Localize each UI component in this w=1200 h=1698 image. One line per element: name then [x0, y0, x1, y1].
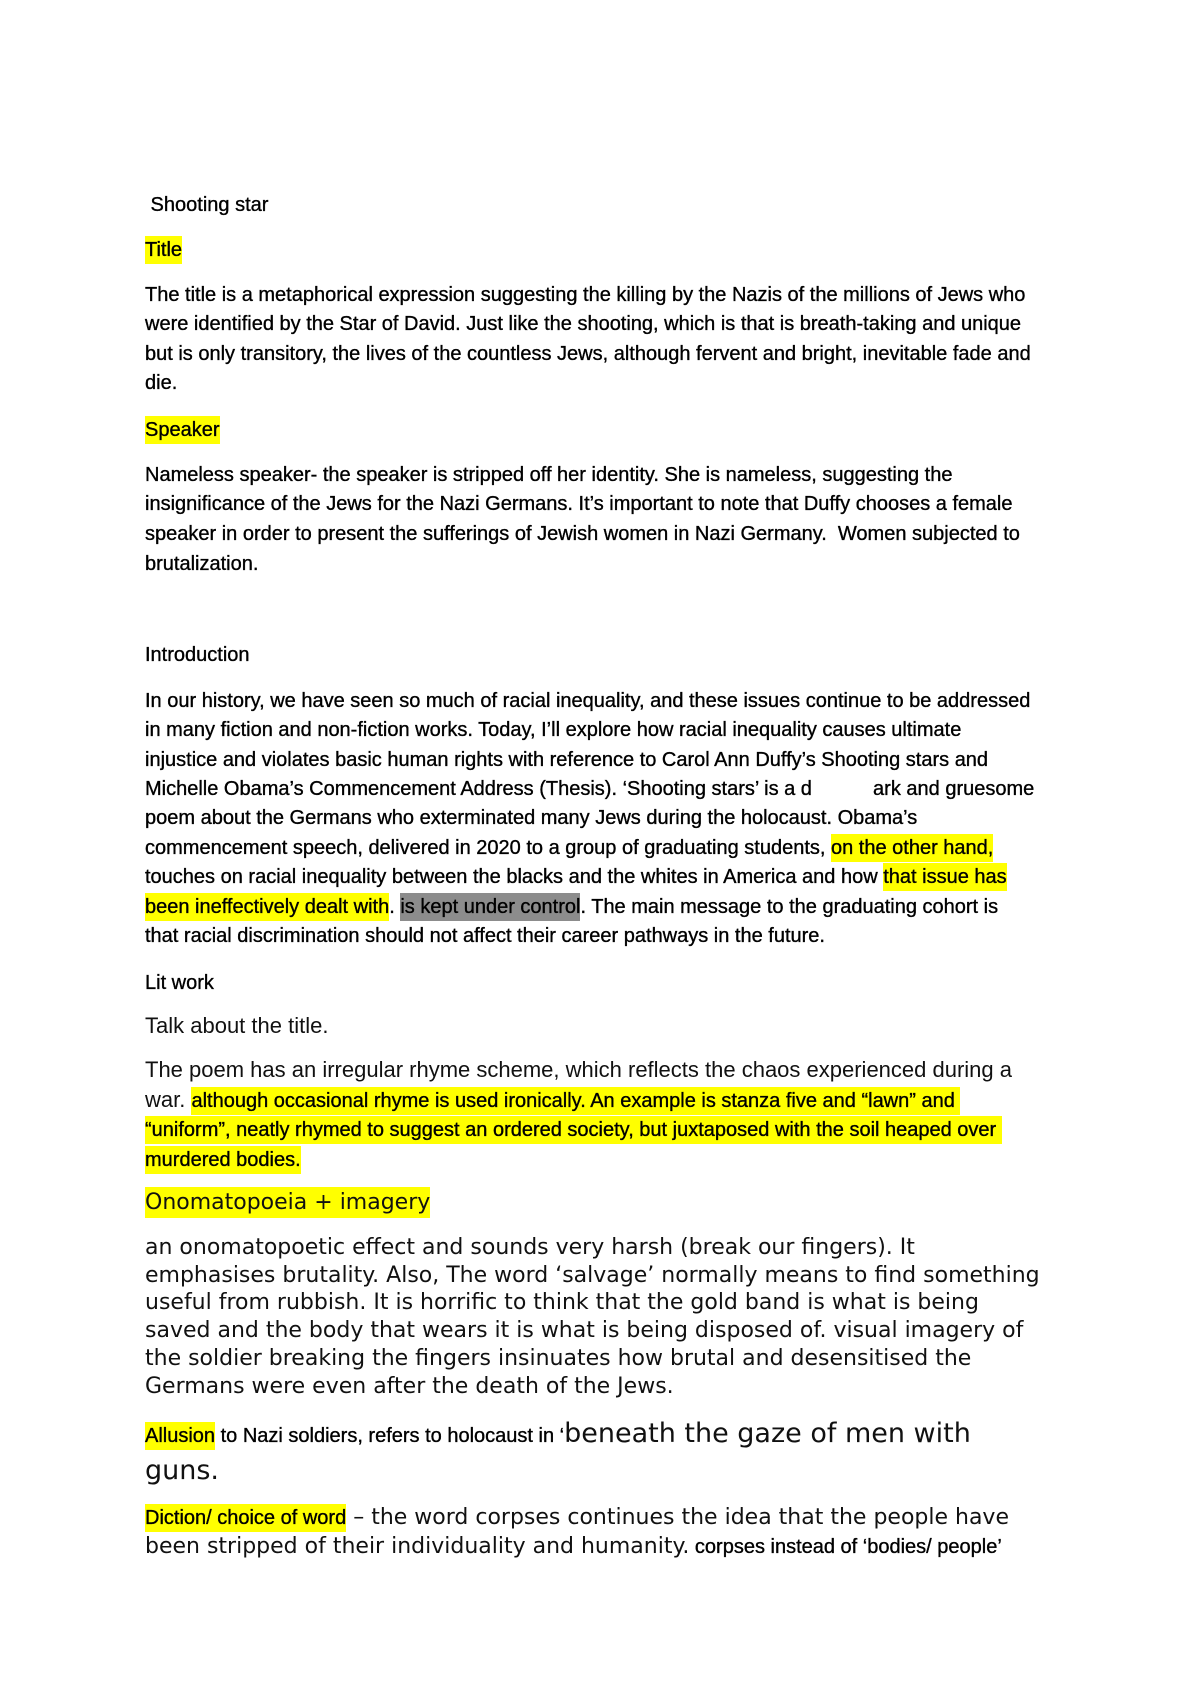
onomatopoeia-heading: Onomatopoeia + imagery [145, 1187, 430, 1218]
onomatopoeia-paragraph-line: Germans were even after the death of the Jews. [145, 1374, 674, 1399]
introduction-heading: Introduction [145, 644, 250, 666]
introduction-paragraph-line: in many fiction and non-fiction works. Today, I’ll explore how racial inequality causes ultimate [145, 719, 962, 741]
diction-label: Diction/ choice of word [145, 1504, 346, 1532]
onomatopoeia-heading-line [145, 1188, 430, 1218]
plain-text: . [389, 896, 401, 918]
speaker-paragraph-line: brutalization. [145, 553, 259, 575]
allusion-quote-continuation: guns. [145, 1455, 220, 1486]
allusion-label: Allusion [145, 1422, 215, 1450]
allusion-text: to Nazi soldiers, refers to holocaust in ‘ [215, 1425, 565, 1447]
introduction-paragraph-line [145, 833, 993, 863]
introduction-paragraph-line: poem about the Germans who exterminated many Jews during the holocaust. Obama’s [145, 807, 918, 829]
onomatopoeia-paragraph-line: saved and the body that wears it is what is being disposed of. visual imagery of [145, 1318, 1024, 1343]
yellow-highlighted-text: murdered bodies. [145, 1146, 301, 1174]
yellow-highlighted-text: been ineffectively dealt with [145, 893, 389, 921]
plain-text: . The main message to the graduating cohort is [580, 896, 999, 918]
document-heading: Shooting star [145, 194, 269, 216]
speaker-paragraph-line: insignificance of the Jews for the Nazi Germans. It’s important to note that Duffy chooses a female [145, 493, 1013, 515]
title-section-label: Title [145, 236, 182, 264]
plain-text: touches on racial inequality between the blacks and the whites in America and how [145, 866, 884, 888]
title-paragraph-line: were identified by the Star of David. Just like the shooting, which is that is breath-taking and unique [145, 313, 1022, 335]
onomatopoeia-paragraph-line: the soldier breaking the fingers insinuates how brutal and desensitised the [145, 1346, 972, 1371]
allusion-line [145, 1414, 971, 1454]
allusion-quote: beneath the gaze of men with [564, 1418, 971, 1449]
introduction-paragraph-line: injustice and violates basic human rights with reference to Carol Ann Duffy’s Shooting stars and [145, 749, 989, 771]
introduction-paragraph-line: Michelle Obama’s Commencement Address (Thesis). ‘Shooting stars’ is a d ark and gruesome [145, 778, 1035, 800]
onomatopoeia-paragraph-line: emphasises brutality. Also, The word ‘salvage’ normally means to find something [145, 1263, 1040, 1288]
plain-text: war. [145, 1087, 192, 1112]
rhyme-paragraph-line [145, 1085, 960, 1115]
title-paragraph-line: die. [145, 372, 178, 394]
yellow-highlighted-text: on the other hand, [831, 834, 993, 862]
speaker-section-label: Speaker [145, 416, 220, 444]
rhyme-paragraph-line [145, 1144, 301, 1174]
plain-text: commencement speech, delivered in 2020 to a group of graduating students, [145, 837, 831, 859]
title-section-label-line [145, 235, 182, 265]
diction-note: corpses instead of ‘bodies/ people’ [689, 1536, 1002, 1558]
onomatopoeia-paragraph-line: an onomatopoetic effect and sounds very harsh (break our fingers). It [145, 1235, 915, 1260]
lit-work-prompt: Talk about the title. [145, 1013, 329, 1038]
diction-text: – the word corpses continues the idea that the people have [346, 1505, 1009, 1530]
rhyme-paragraph-line [145, 1114, 1002, 1144]
title-paragraph-line: but is only transitory, the lives of the countless Jews, although fervent and bright, inevitable fade and [145, 343, 1031, 365]
title-paragraph-line: The title is a metaphorical expression suggesting the killing by the Nazis of the millions of Jews who [145, 284, 1026, 306]
diction-line [145, 1503, 1009, 1533]
yellow-highlighted-text: “uniform”, neatly rhymed to suggest an ordered society, but juxtaposed with the soil heaped over [145, 1116, 1002, 1144]
diction-text: been stripped of their individuality and humanity. [145, 1534, 690, 1559]
speaker-section-label-line [145, 415, 220, 445]
gray-highlighted-text: is kept under control [400, 893, 580, 921]
introduction-paragraph-line: that racial discrimination should not affect their career pathways in the future. [145, 925, 825, 947]
yellow-highlighted-text: although occasional rhyme is used ironically. An example is stanza five and “lawn” and [191, 1087, 960, 1115]
introduction-paragraph-line [145, 862, 1007, 892]
onomatopoeia-paragraph-line: useful from rubbish. It is horrific to think that the gold band is what is being [145, 1290, 979, 1315]
introduction-paragraph-line [145, 892, 998, 922]
diction-line [145, 1532, 1002, 1562]
yellow-highlighted-text: that issue has [883, 863, 1006, 891]
rhyme-paragraph-line: The poem has an irregular rhyme scheme, which reflects the chaos experienced during a [145, 1057, 1013, 1082]
speaker-paragraph-line: speaker in order to present the sufferings of Jewish women in Nazi Germany. Women subjected to [145, 523, 1020, 545]
speaker-paragraph-line: Nameless speaker- the speaker is stripped off her identity. She is nameless, suggesting the [145, 464, 953, 486]
introduction-paragraph-line: In our history, we have seen so much of racial inequality, and these issues continue to be addressed [145, 690, 1031, 712]
lit-work-heading: Lit work [145, 972, 214, 994]
